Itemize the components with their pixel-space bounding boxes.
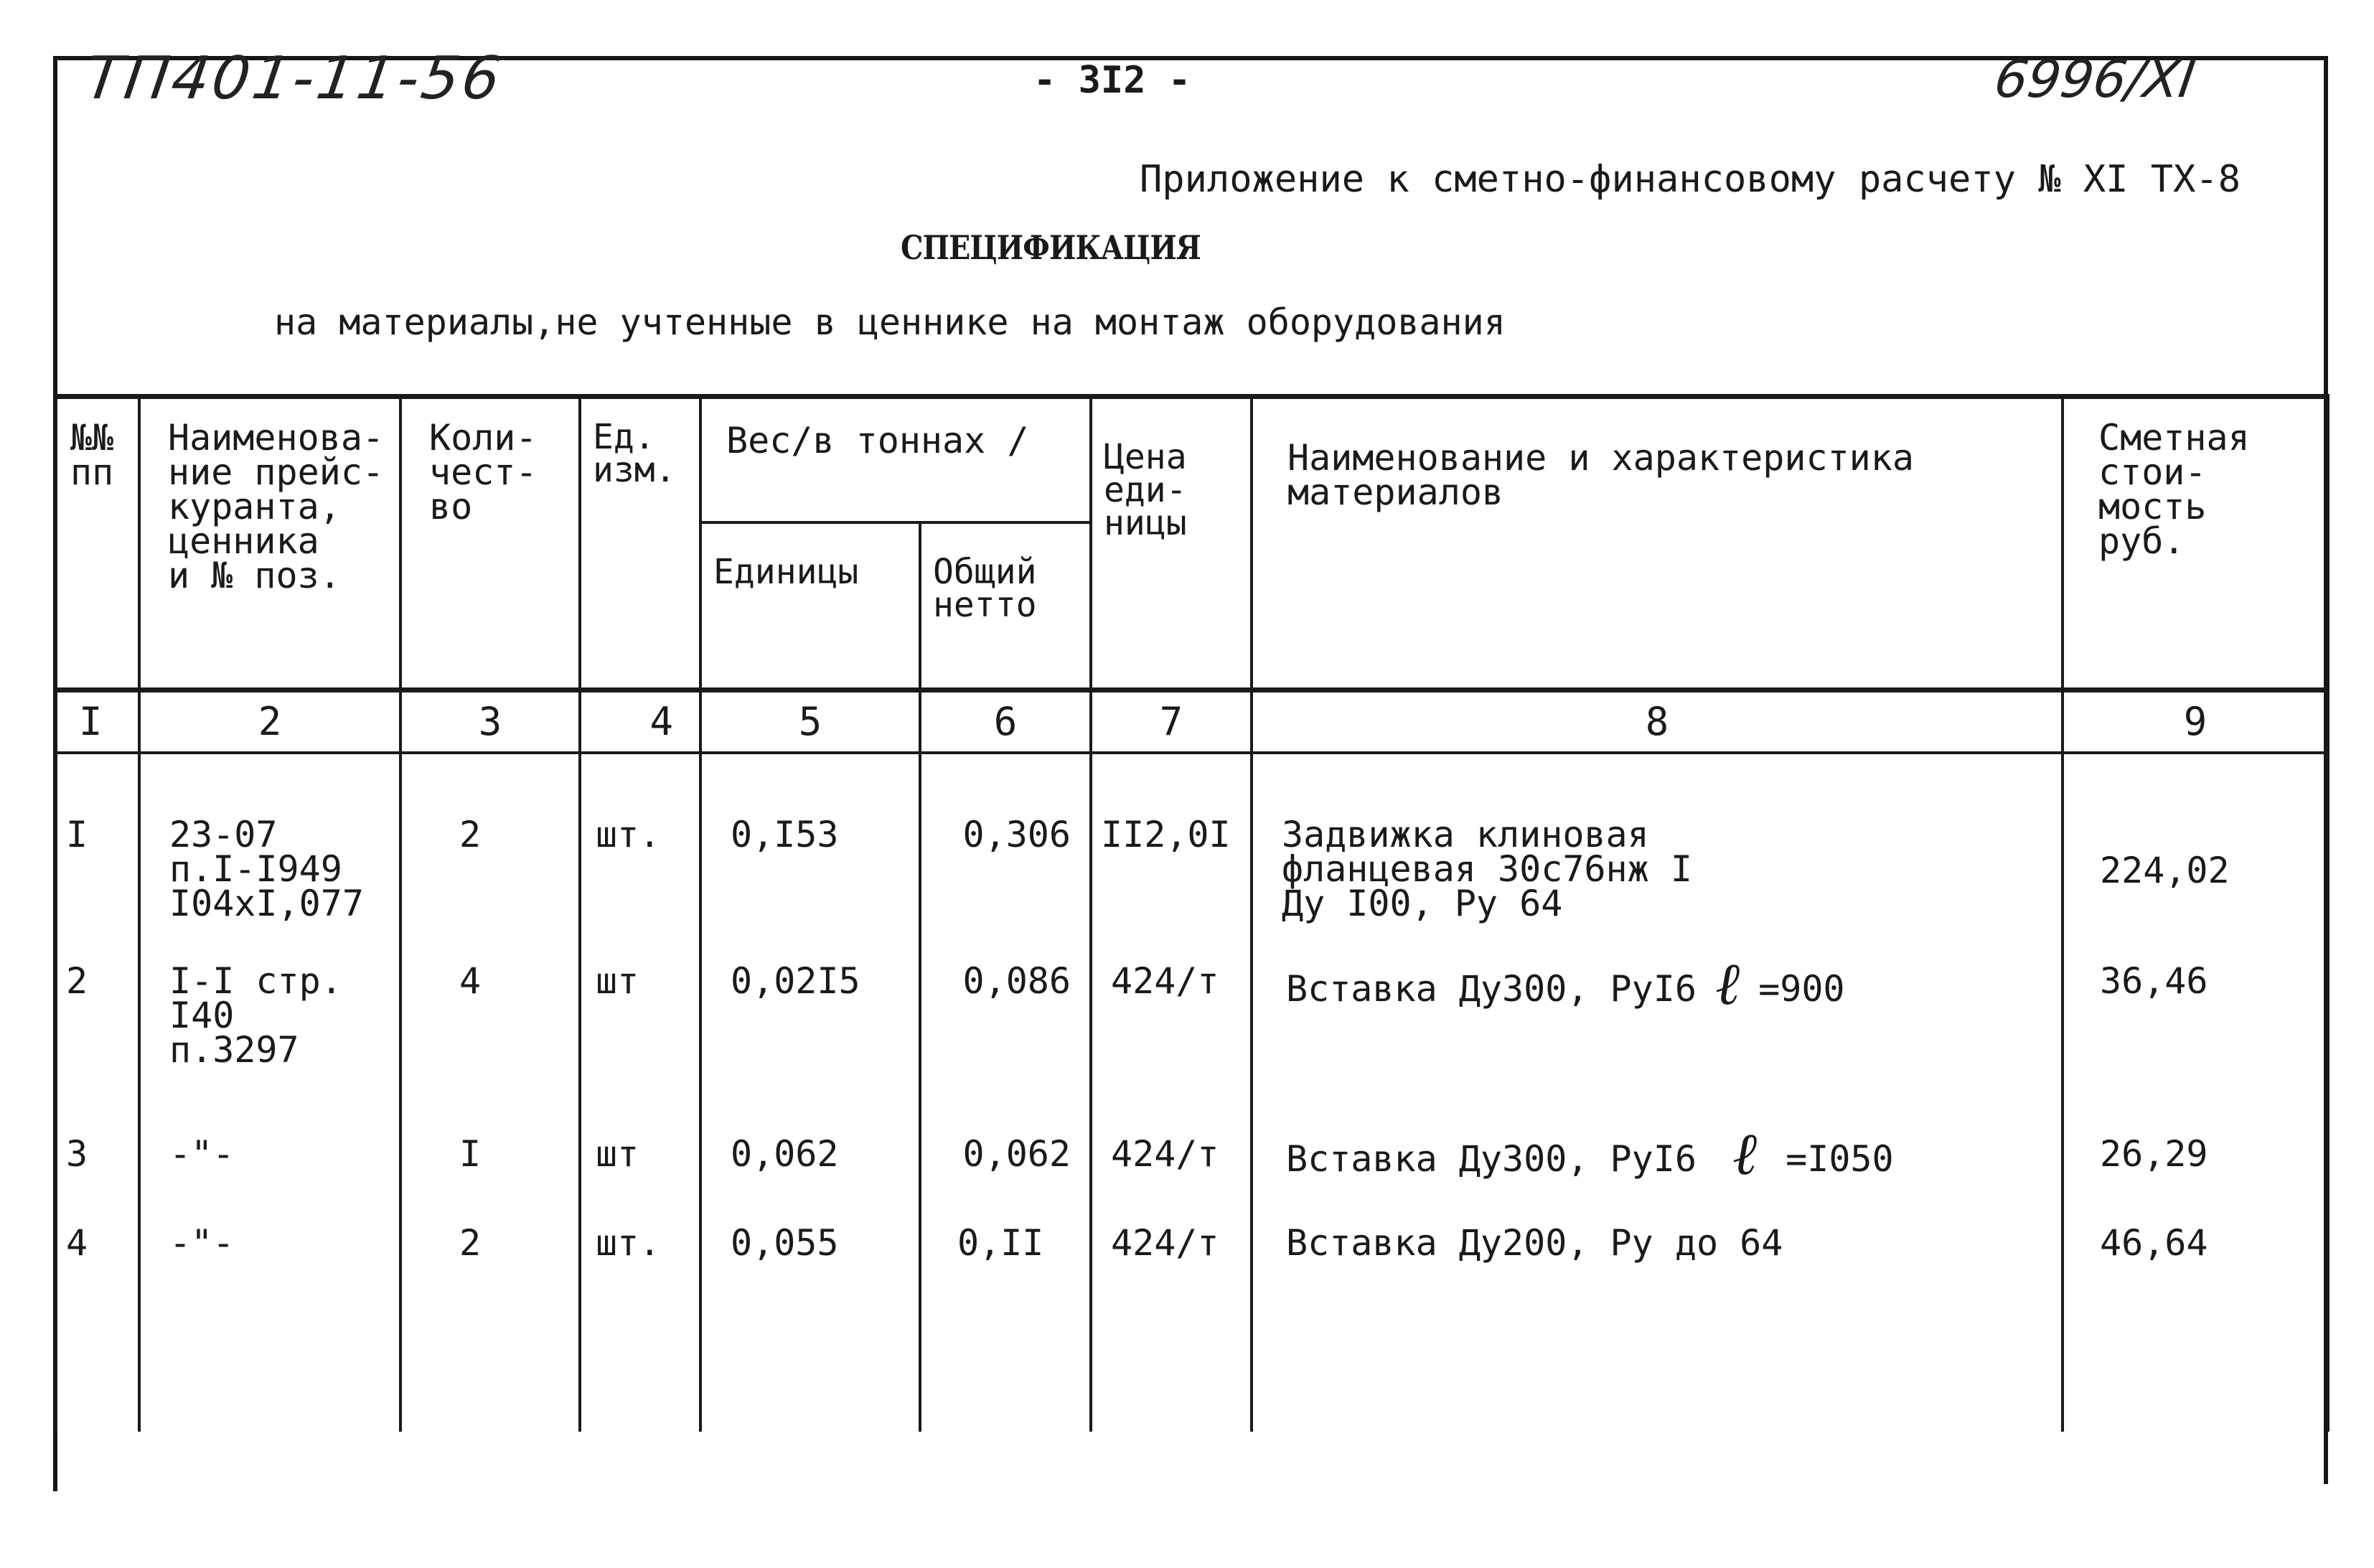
cell-material (1252, 1109, 2063, 1219)
cell-weight-unit (700, 1219, 920, 1432)
row-weight-total: 0,086 (962, 960, 1071, 1002)
header-cell-name (139, 397, 400, 690)
row-cost: 46,64 (2100, 1222, 2208, 1264)
cell-name (139, 1219, 400, 1432)
header-cell-qty (400, 397, 580, 690)
sheet-reference: 6996/XI (1991, 49, 2199, 109)
cell-price (1091, 1109, 1252, 1219)
row-name: -"- (169, 1222, 235, 1264)
row-cost: 36,46 (2100, 960, 2208, 1002)
header-cell-weight (700, 397, 1091, 523)
row-qty: 2 (459, 814, 482, 855)
row-material: Задвижка клиновая фланцевая 30с76нж I Ду I00, Ру 64 (1282, 814, 1692, 924)
column-number: 3 (400, 690, 580, 754)
header-material: Наименование и характеристика материалов (1287, 437, 1914, 513)
cell-unit (580, 753, 700, 934)
header-cell-num (56, 397, 139, 690)
row-material: Вставка Ду300, РуI6 (1286, 1138, 1697, 1180)
cell-cost (2063, 753, 2328, 934)
header-row (56, 397, 2328, 523)
column-number: 4 (580, 690, 700, 754)
cell-weight-total (920, 753, 1091, 934)
cell-qty (400, 753, 580, 934)
cell-weight-unit (700, 753, 920, 934)
column-number: 7 (1091, 690, 1252, 754)
row-price: II2,0I (1101, 814, 1231, 855)
table-row (56, 753, 2328, 934)
column-number: I (56, 690, 139, 754)
document-code: ТП401-11-56 (81, 44, 507, 113)
row-num: 3 (66, 1133, 88, 1175)
table-row (56, 934, 2328, 1109)
row-material-line (1253, 934, 2061, 1018)
row-unit: шт (596, 960, 639, 1002)
length-symbol: ℓ (1732, 1120, 1758, 1188)
row-material-line (1253, 1109, 2061, 1188)
cell-material (1252, 934, 2063, 1109)
row-num: 2 (66, 960, 88, 1002)
header-price: Цена еди- ницы (1104, 437, 1187, 544)
header-cell-weight-total (920, 522, 1091, 690)
row-name: -"- (169, 1133, 235, 1175)
cell-unit (580, 1219, 700, 1432)
row-name: 23-07 п.I-I949 I04xI,077 (169, 814, 364, 924)
cell-qty (400, 1109, 580, 1219)
cell-price (1091, 753, 1252, 934)
row-material: Вставка Ду300, РуI6 (1286, 968, 1697, 1010)
header-num: №№ пп (70, 417, 114, 493)
cell-name (139, 753, 400, 934)
column-number: 5 (700, 690, 920, 754)
column-number: 9 (2063, 690, 2328, 754)
column-number: 2 (139, 690, 400, 754)
cell-num (56, 1109, 139, 1219)
header-weight-total: Общий нетто (933, 552, 1037, 626)
column-number: 8 (1252, 690, 2063, 754)
row-weight-unit: 0,I53 (731, 814, 839, 855)
cell-weight-total (920, 1109, 1091, 1219)
row-unit: шт. (596, 1222, 661, 1264)
cell-cost (2063, 934, 2328, 1109)
row-price: 424/т (1111, 1222, 1219, 1264)
cell-unit (580, 1109, 700, 1219)
header-cell-price (1091, 397, 1252, 690)
row-name: I-I стр. I40 п.3297 (169, 960, 342, 1071)
column-number: 6 (920, 690, 1091, 754)
header-name: Наименова- ние прейс- куранта, ценника и № поз. (168, 417, 385, 596)
row-num: I (66, 814, 88, 855)
cell-name (139, 934, 400, 1109)
row-weight-unit: 0,062 (731, 1133, 839, 1175)
specification-title: СПЕЦИФИКАЦИЯ (901, 228, 1201, 267)
row-weight-total: 0,306 (962, 814, 1071, 855)
cell-weight-total (920, 934, 1091, 1109)
specification-subtitle: на материалы,не учтенные в ценнике на монтаж оборудования (274, 301, 1506, 343)
row-weight-unit: 0,02I5 (731, 960, 860, 1002)
table-row (56, 1219, 2328, 1432)
specification-table (55, 394, 2330, 1432)
row-weight-total: 0,062 (962, 1133, 1071, 1175)
row-cost: 26,29 (2100, 1133, 2208, 1175)
length-symbol: ℓ (1714, 950, 1740, 1018)
cell-qty (400, 934, 580, 1109)
cell-cost (2063, 1219, 2328, 1432)
row-weight-unit: 0,055 (731, 1222, 839, 1264)
cell-weight-unit (700, 934, 920, 1109)
row-weight-total: 0,II (957, 1222, 1044, 1264)
header-weight-unit: Единицы (713, 552, 859, 592)
row-unit: шт (596, 1133, 639, 1175)
header-weight: Вес/в тоннах / (726, 420, 1029, 461)
row-material: Вставка Ду200, Ру до 64 (1286, 1222, 1783, 1264)
cell-num (56, 934, 139, 1109)
header-qty: Коли- чест- во (429, 417, 538, 527)
header-cell-cost (2063, 397, 2328, 690)
cell-price (1091, 1219, 1252, 1432)
cell-price (1091, 934, 1252, 1109)
cell-weight-total (920, 1219, 1091, 1432)
table-row (56, 1109, 2328, 1219)
row-num: 4 (66, 1222, 88, 1264)
header-cell-weight-unit (700, 522, 920, 690)
cell-unit (580, 934, 700, 1109)
page-number: - 3I2 - (1033, 59, 1191, 102)
row-qty: I (459, 1133, 482, 1175)
header-cell-material (1252, 397, 2063, 690)
header-unit: Ед. изм. (593, 417, 676, 491)
column-number-row (56, 690, 2328, 754)
row-price: 424/т (1111, 960, 1219, 1002)
appendix-line: Приложение к сметно-финансовому расчету № XI ТХ-8 (1140, 158, 2241, 201)
row-unit: шт. (596, 814, 661, 855)
row-qty: 2 (459, 1222, 482, 1264)
cell-material (1252, 753, 2063, 934)
cell-num (56, 1219, 139, 1432)
row-qty: 4 (459, 960, 482, 1002)
row-material-length: =I050 (1786, 1138, 1894, 1180)
header-cell-unit (580, 397, 700, 690)
cell-material (1252, 1219, 2063, 1432)
cell-qty (400, 1219, 580, 1432)
cell-cost (2063, 1109, 2328, 1219)
row-material-length: =900 (1758, 968, 1845, 1010)
header-cost: Сметная стои- мость руб. (2098, 417, 2250, 562)
row-cost: 224,02 (2100, 850, 2230, 891)
cell-name (139, 1109, 400, 1219)
cell-num (56, 753, 139, 934)
cell-weight-unit (700, 1109, 920, 1219)
row-price: 424/т (1111, 1133, 1219, 1175)
